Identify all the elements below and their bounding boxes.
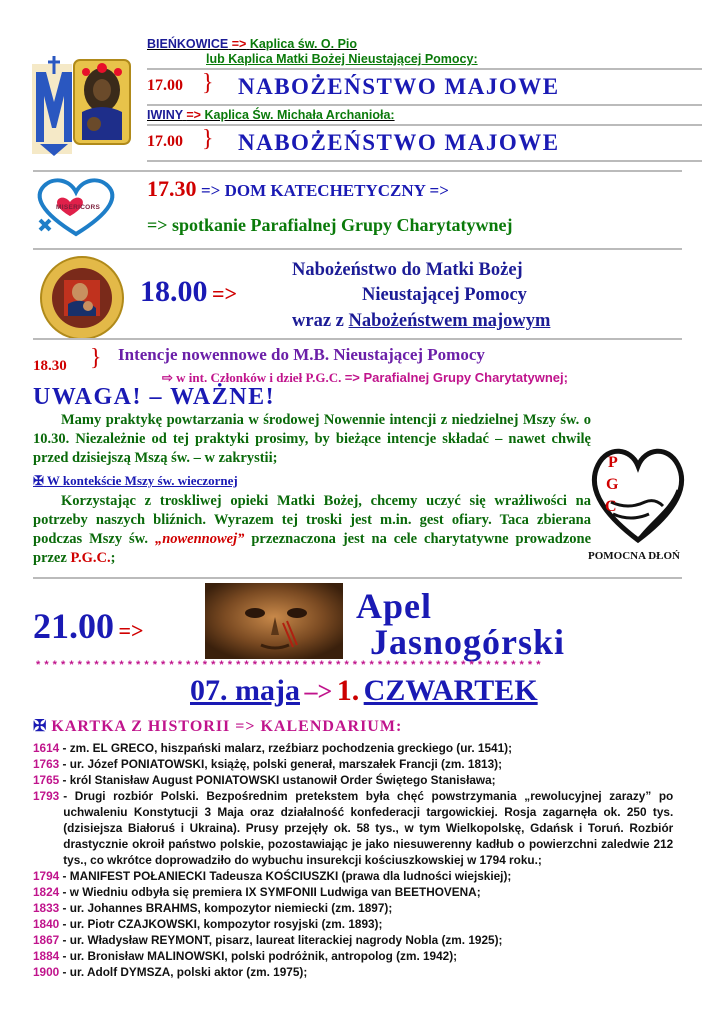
list-item: 1833 - ur. Johannes BRAHMS, kompozytor niemiecki (zm. 1897); — [33, 901, 393, 915]
sec2-line1 — [147, 176, 449, 202]
chapel-pio: Kaplica św. O. Pio — [249, 37, 358, 51]
time-1700-b: 17.00 — [147, 133, 183, 150]
divider — [33, 248, 682, 250]
majowe-title-1: NABOŻEŃSTWO MAJOWE — [238, 74, 560, 99]
list-item: 1765 - król Stanisław August PONIATOWSKI ustanowił Order Świętego Stanisława; — [33, 773, 496, 787]
time-2100: 21.00 — [33, 606, 114, 646]
uwaga-p2e: ; — [110, 550, 116, 566]
time-1800: 18.00 — [140, 275, 208, 308]
cross-icon: ✠ — [33, 473, 44, 488]
pgc-caption: POMOCNA DŁOŃ — [588, 550, 680, 562]
uwaga-sub — [33, 473, 238, 489]
sec4-line1: Intencje nowennowe do M.B. Nieustającej Pomocy — [118, 345, 485, 364]
pgc-logo — [583, 440, 693, 575]
uwaga-title: UWAGA! – WAŻNE! — [33, 384, 276, 410]
list-item: 1763 - ur. Józef PONIATOWSKI, książę, polski generał, marszałek Francji (zm. 1813); — [33, 757, 503, 771]
brace: } — [202, 126, 214, 152]
uwaga-p1 — [33, 411, 591, 468]
list-item: 1794 - MANIFEST POŁANIECKI Tadeusza KOŚCIUSZKI (prawa dla ludności wiejskiej); — [33, 869, 512, 883]
arrow: => — [118, 618, 144, 643]
mb-nieustajacej-icon — [40, 256, 124, 340]
brace: } — [202, 70, 214, 96]
history-list — [33, 740, 693, 980]
sec3-time — [140, 275, 237, 309]
sec3-line3b: Nabożeństwem majowym — [348, 311, 551, 331]
sec3-line1: Nabożeństwo do Matki Bożej — [292, 260, 523, 280]
arrow: => — [211, 281, 238, 306]
time-1730: 17.30 — [147, 176, 197, 201]
divider — [33, 577, 682, 579]
sec2-line2: => spotkanie Parafialnej Grupy Charytatywnej — [147, 215, 513, 235]
pgc-letter-p: P — [608, 454, 618, 471]
list-item: 1824 - w Wiedniu odbyła się premiera IX SYMFONII Ludwiga van BEETHOVENA; — [33, 885, 481, 899]
apel-time — [33, 605, 144, 647]
date-num: 1. — [336, 674, 360, 707]
sec3-line3a: wraz z — [292, 311, 344, 331]
divider — [147, 160, 702, 162]
sec4-line2a: w int. Członków i dzieł P.G.C. — [176, 370, 342, 385]
misericors-logo — [30, 176, 122, 238]
marian-logo — [30, 32, 132, 160]
divider — [33, 338, 682, 340]
place-bienkowice: BIEŃKOWICE — [147, 37, 229, 51]
date-line — [190, 674, 538, 708]
time-1830: 18.30 — [33, 358, 67, 374]
date-day: 07. maja — [190, 674, 300, 707]
uwaga-p2 — [33, 492, 591, 568]
list-item: 1840 - ur. Piotr CZAJKOWSKI, kompozytor rosyjski (zm. 1893); — [33, 917, 383, 931]
history-heading — [33, 716, 402, 736]
chapel-michal: Kaplica Św. Michała Archanioła: — [204, 108, 395, 122]
sec1-line3 — [147, 108, 395, 122]
uwaga-p2c: przeznaczona jest na cele charytatywne prowadzone przez — [33, 531, 592, 566]
list-item: 1884 - ur. Bronisław MALINOWSKI, polski podróżnik, antropolog (zm. 1942); — [33, 949, 458, 963]
jasnogorska-image — [205, 583, 343, 659]
uwaga-p2d: P.G.C. — [70, 550, 111, 566]
list-item: 1793 - Drugi rozbiór Polski. Bezpośrednim pretekstem była chęć powstrzymania „rewolucyjnej zarazy” po uchwaleniu Konstytucji 3 Maja oraz działalność konfederacji targowickiej. Rosja zagarnęła ok. 250 tys. (dzisiejsza Białoruś i Ukraina). Prusy przejęły ok. 58 tys., w tym Wielkopolskę, Gdańsk i Toruń. Rozbiór drastycznie okroił państwo polskie, pozostawiając je jako niesuwerenny kadłub o powierzchni zaledwie 212 tys., co wkrótce doprowadziło do wybuchu insurekcji kościuszkowskiej w 1794 roku.; — [33, 789, 674, 867]
pgc-letter-c: C — [605, 498, 617, 515]
place-iwiny: IWINY — [147, 108, 183, 122]
list-item: 1900 - ur. Adolf DYMSZA, polski aktor (zm. 1975); — [33, 965, 308, 979]
apel-line2: Jasnogórski — [370, 622, 566, 662]
sec1-line1 — [147, 37, 357, 51]
arrow-icon: ⇨ — [162, 370, 173, 385]
uwaga-p1-text: Mamy praktykę powtarzania w środowej Nowennie intencji z niedzielnej Mszy św. o 10.30. Niezależnie od tej praktyki prosimy, by bieżące intencje składać – nawet chwilę przed dzisiejszą Mszą św. – w zakrystii; — [33, 412, 591, 466]
divider — [147, 68, 702, 70]
stars-divider: * * * * * * * * * * * * * * * * * * * * * * * * * * * * * * * * * * * * * * * * * * * * * * * * * * * * * * * * * * * * * — [36, 659, 541, 671]
logo-text: MISERICORS — [56, 204, 101, 211]
divider — [147, 104, 702, 106]
sec3-line2: Nieustającej Pomocy — [362, 285, 527, 305]
divider — [33, 170, 682, 172]
arrow: => — [186, 108, 201, 122]
dom-katechetyczny: => DOM KATECHETYCZNY => — [200, 181, 449, 200]
uwaga-p2a: Korzystając z troskliwej opieki Matki Bożej, chcemy uczyć się wrażliwości na potrzeby naszych bliźnich. Wyrazem tej troski jest m.in. gest ofiary. Taca zbierana podczas Mszy św. — [33, 493, 591, 547]
date-arrow: –> — [304, 677, 333, 706]
cross-icon: ✠ — [33, 718, 47, 735]
divider — [147, 124, 702, 126]
pgc-letter-g: G — [606, 476, 619, 493]
arrow: => — [231, 37, 247, 51]
sec4-line2b: => Parafialnej Grupy Charytatywnej; — [344, 370, 568, 385]
sec3-line3 — [292, 311, 550, 332]
list-item: 1614 - zm. EL GRECO, hiszpański malarz, rzeźbiarz pochodzenia greckiego (ur. 1541); — [33, 741, 513, 755]
history-title: KARTKA Z HISTORII => KALENDARIUM: — [51, 718, 403, 735]
brace: } — [90, 345, 102, 371]
sec1-line2: lub Kaplica Matki Bożej Nieustającej Pomocy: — [206, 52, 478, 66]
majowe-title-2: NABOŻEŃSTWO MAJOWE — [238, 130, 560, 155]
apel-line1: Apel — [356, 586, 432, 626]
uwaga-sub-text: W kontekście Mszy św. wieczornej — [46, 473, 238, 488]
uwaga-p2b: „nowennowej” — [154, 531, 245, 547]
date-weekday: CZWARTEK — [363, 674, 538, 707]
list-item: 1867 - ur. Władysław REYMONT, pisarz, laureat literackiej nagrody Nobla (zm. 1925); — [33, 933, 503, 947]
time-1700-a: 17.00 — [147, 77, 183, 94]
